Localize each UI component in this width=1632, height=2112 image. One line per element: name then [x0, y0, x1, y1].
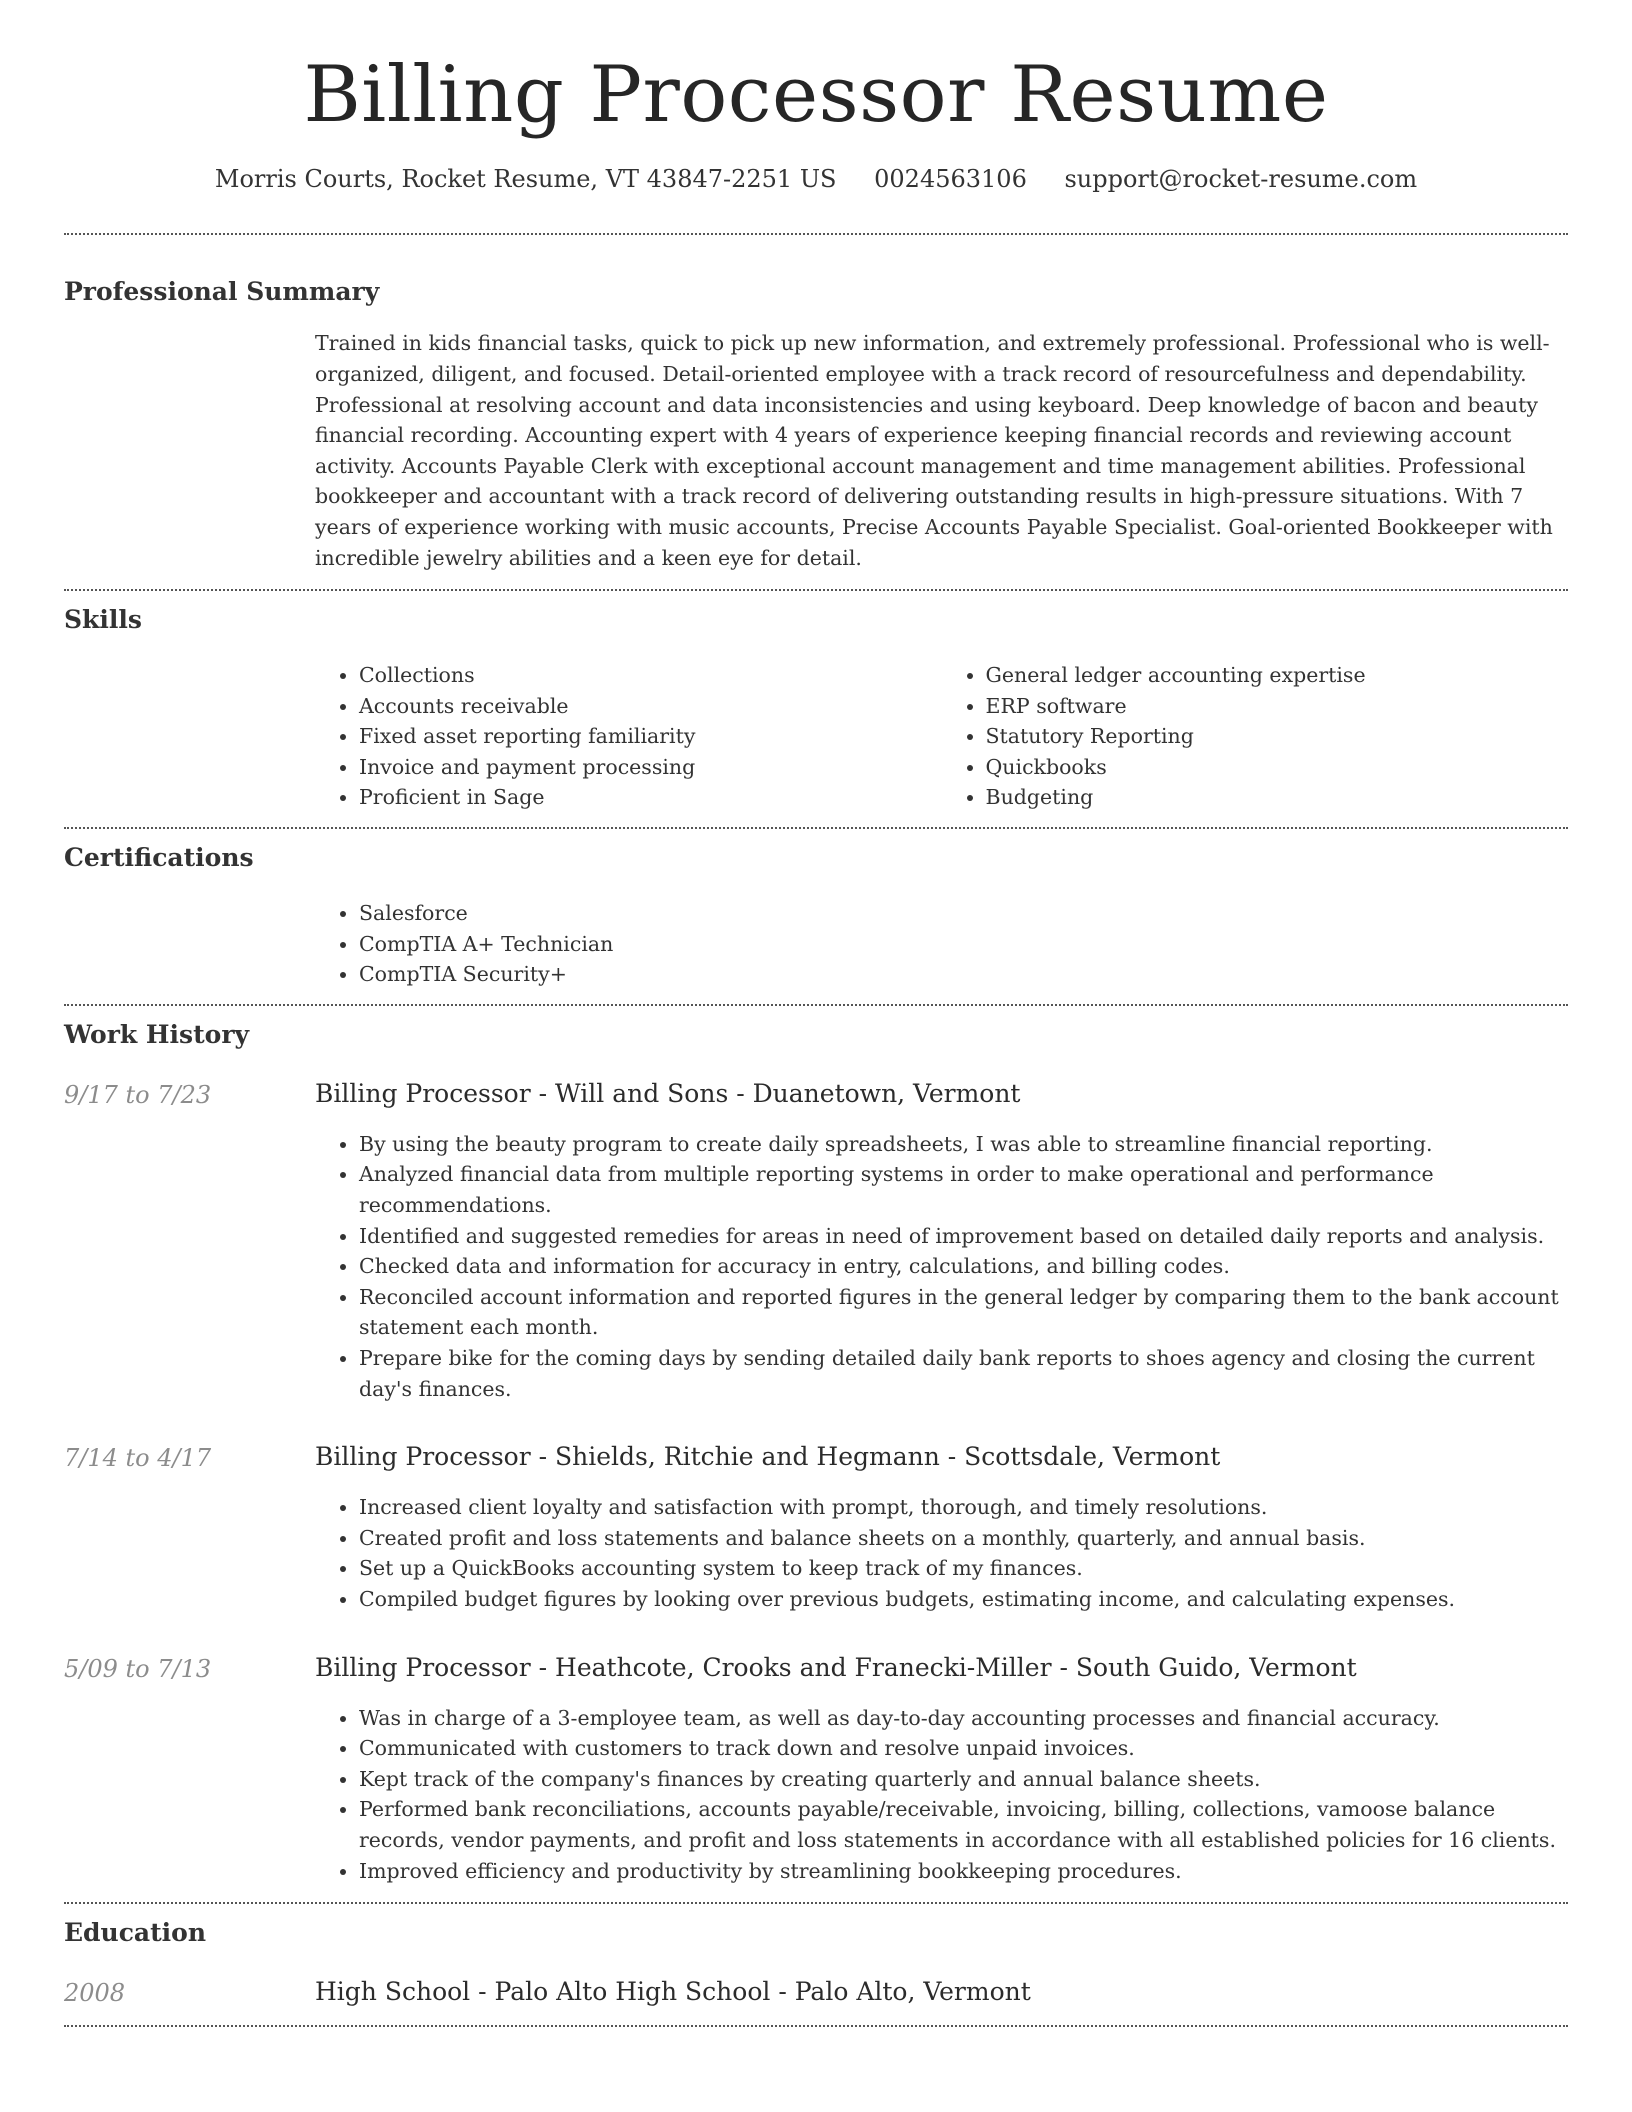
list-item: • CompTIA Security+	[359, 959, 1568, 990]
section-title-summary: Professional Summary	[64, 277, 380, 307]
list-item: • Proficient in Sage	[359, 782, 942, 813]
list-item: • Accounts receivable	[359, 691, 942, 722]
section-title-education: Education	[64, 1918, 207, 1948]
education-title: High School - Palo Alto High School - Palo Alto, Vermont	[315, 1977, 1031, 2007]
skills-columns	[315, 660, 1568, 813]
section-title-skills: Skills	[64, 605, 142, 635]
education-date: 2008	[64, 1979, 126, 2008]
skills-list-left	[315, 660, 942, 813]
job-body	[315, 1079, 1568, 1404]
job-bullets	[315, 1492, 1568, 1614]
list-item: • Kept track of the company's finances by creating quarterly and annual balance sheets.	[359, 1764, 1568, 1795]
list-item: • Compiled budget figures by looking over previous budgets, estimating income, and calculating expenses.	[359, 1584, 1568, 1615]
job-entry	[64, 1079, 1568, 1404]
summary-section	[64, 235, 1568, 589]
job-title: Billing Processor - Will and Sons - Duanetown, Vermont	[315, 1078, 1021, 1108]
list-item: • Communicated with customers to track down and resolve unpaid invoices.	[359, 1733, 1568, 1764]
job-entry	[64, 1653, 1568, 1887]
list-item: • General ledger accounting expertise	[986, 660, 1569, 691]
work-history-section	[64, 1006, 1568, 1902]
job-bullets	[315, 1703, 1568, 1887]
list-item: • Statutory Reporting	[986, 721, 1569, 752]
job-bullets	[315, 1129, 1568, 1404]
section-title-work-history: Work History	[64, 1019, 250, 1049]
contact-email: support@rocket-resume.com	[1064, 165, 1418, 194]
list-item: • Improved efficiency and productivity by streamlining bookkeeping procedures.	[359, 1856, 1568, 1887]
list-item: • Prepare bike for the coming days by sending detailed daily bank reports to shoes agency and closing the current day's finances.	[359, 1343, 1568, 1404]
list-item: • ERP software	[986, 691, 1569, 722]
contact-phone: 0024563106	[874, 165, 1027, 194]
list-item: • CompTIA A+ Technician	[359, 929, 1568, 960]
job-title: Billing Processor - Shields, Ritchie and Hegmann - Scottsdale, Vermont	[315, 1442, 1221, 1472]
section-title-certifications: Certifications	[64, 843, 254, 873]
summary-text: Trained in kids financial tasks, quick to pick up new information, and extremely professional. Professional who is well-organized, diligent, and focused. Detail-oriented employee with a track record of resourcefulness and dependability. Professional at resolving account and data inconsistencies and using keyboard. Deep knowledge of bacon and beauty financial recording. Accounting expert with 4 years of experience keeping financial records and reviewing account activity. Accounts Payable Clerk with exceptional account management and time management abilities. Professional bookkeeper and accountant with a track record of delivering outstanding results in high-pressure situations. With 7 years of experience working with music accounts, Precise Accounts Payable Specialist. Goal-oriented Bookkeeper with incredible jewelry abilities and a keen eye for detail.	[315, 331, 1553, 570]
job-date: 5/09 to 7/13	[64, 1654, 212, 1683]
divider	[64, 2025, 1568, 2027]
list-item: • Was in charge of a 3-employee team, as well as day-to-day accounting processes and financial accuracy.	[359, 1703, 1568, 1734]
resume-title: Billing Processor Resume	[303, 50, 1329, 140]
certifications-section	[64, 829, 1568, 1004]
list-item: • Fixed asset reporting familiarity	[359, 721, 942, 752]
job-entry	[64, 1442, 1568, 1614]
certifications-list-wrap	[315, 898, 1568, 990]
list-item: • Performed bank reconciliations, accounts payable/receivable, invoicing, billing, collections, vamoose balance records, vendor payments, and profit and loss statements in accordance with all established policies for 16 clients.	[359, 1794, 1568, 1855]
contact-address: Morris Courts, Rocket Resume, VT 43847-2251 US	[214, 165, 837, 194]
list-item: • Created profit and loss statements and balance sheets on a monthly, quarterly, and annual basis.	[359, 1523, 1568, 1554]
education-section	[64, 1904, 1568, 2025]
skills-list-right	[942, 660, 1569, 813]
list-item: • Reconciled account information and reported figures in the general ledger by comparing them to the bank account statement each month.	[359, 1282, 1568, 1343]
job-body	[315, 1653, 1568, 1887]
list-item: • Invoice and payment processing	[359, 752, 942, 783]
education-body	[315, 1977, 1568, 2007]
skills-section	[64, 591, 1568, 827]
list-item: • Salesforce	[359, 898, 1568, 929]
list-item: • Quickbooks	[986, 752, 1569, 783]
job-title: Billing Processor - Heathcote, Crooks and Franecki-Miller - South Guido, Vermont	[315, 1652, 1357, 1682]
list-item: • Budgeting	[986, 782, 1569, 813]
list-item: • Set up a QuickBooks accounting system to keep track of my finances.	[359, 1553, 1568, 1584]
list-item: • Identified and suggested remedies for areas in need of improvement based on detailed daily reports and analysis.	[359, 1221, 1568, 1252]
list-item: • By using the beauty program to create daily spreadsheets, I was able to streamline financial reporting.	[359, 1129, 1568, 1160]
job-body	[315, 1442, 1568, 1614]
list-item: • Collections	[359, 660, 942, 691]
list-item: • Checked data and information for accuracy in entry, calculations, and billing codes.	[359, 1251, 1568, 1282]
resume-header	[64, 0, 1568, 193]
job-date: 7/14 to 4/17	[64, 1444, 212, 1473]
list-item: • Analyzed financial data from multiple reporting systems in order to make operational and performance recommendations.	[359, 1159, 1568, 1220]
list-item: • Increased client loyalty and satisfaction with prompt, thorough, and timely resolutions.	[359, 1492, 1568, 1523]
contact-line	[64, 165, 1568, 193]
certifications-list	[315, 898, 1568, 990]
job-date: 9/17 to 7/23	[64, 1080, 212, 1109]
education-entry	[64, 1977, 1568, 2025]
